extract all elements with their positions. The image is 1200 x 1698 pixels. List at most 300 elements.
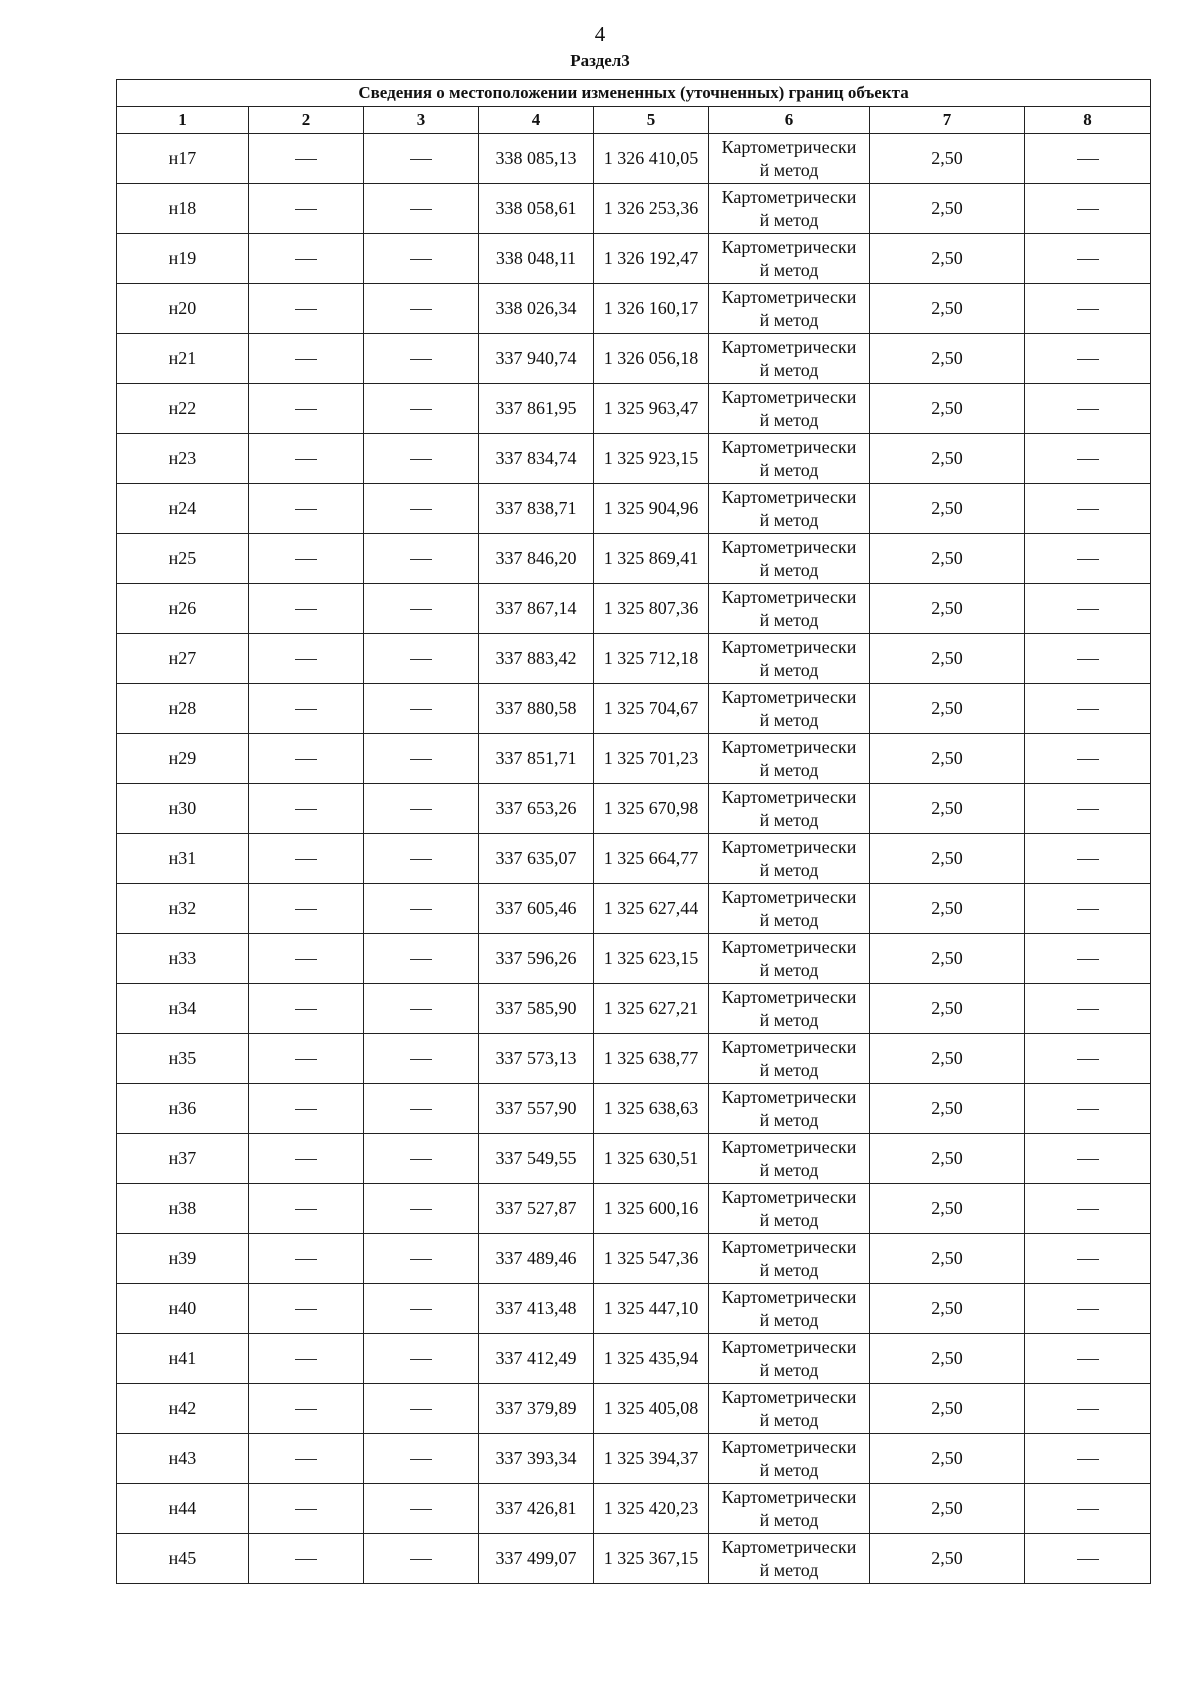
empty-value-dash [295, 859, 317, 860]
empty-value-dash [295, 1409, 317, 1410]
empty-value-dash [410, 1359, 432, 1360]
empty-value-dash [410, 609, 432, 610]
column-3-cell [364, 184, 479, 234]
y-coordinate-cell: 1 326 253,36 [594, 184, 709, 234]
x-coordinate-cell: 337 557,90 [479, 1084, 594, 1134]
method-line-2: й метод [759, 359, 819, 380]
y-coordinate-cell: 1 325 420,23 [594, 1484, 709, 1534]
method-line-2: й метод [759, 309, 819, 330]
method-cell [709, 434, 870, 484]
accuracy-cell: 2,50 [870, 984, 1025, 1034]
column-8-cell [1025, 284, 1151, 334]
method-cell [709, 684, 870, 734]
table-row [117, 1234, 1151, 1284]
table-row [117, 384, 1151, 434]
table-row [117, 1484, 1151, 1534]
page-number: 4 [594, 22, 606, 46]
table-row [117, 534, 1151, 584]
column-8-cell [1025, 634, 1151, 684]
column-number-header: 4 [479, 107, 594, 134]
table-row [117, 584, 1151, 634]
method-line-1: Картометрически [721, 636, 857, 657]
column-8-cell [1025, 184, 1151, 234]
accuracy-cell: 2,50 [870, 1034, 1025, 1084]
method-line-2: й метод [759, 459, 819, 480]
table-row [117, 484, 1151, 534]
empty-value-dash [295, 209, 317, 210]
method-line-2: й метод [759, 909, 819, 930]
column-2-cell [249, 1384, 364, 1434]
column-3-cell [364, 1334, 479, 1384]
method-cell [709, 984, 870, 1034]
accuracy-cell: 2,50 [870, 684, 1025, 734]
method-line-1: Картометрически [721, 686, 857, 707]
table-row [117, 784, 1151, 834]
column-3-cell [364, 1134, 479, 1184]
method-cell [709, 184, 870, 234]
method-line-1: Картометрически [721, 286, 857, 307]
point-id-cell: н30 [117, 784, 249, 834]
method-cell [709, 734, 870, 784]
method-cell [709, 634, 870, 684]
column-8-cell [1025, 1434, 1151, 1484]
table-row [117, 1434, 1151, 1484]
table-row [117, 1284, 1151, 1334]
empty-value-dash [1077, 859, 1099, 860]
method-cell [709, 1334, 870, 1384]
empty-value-dash [1077, 659, 1099, 660]
point-id-cell: н27 [117, 634, 249, 684]
empty-value-dash [410, 309, 432, 310]
x-coordinate-cell: 337 838,71 [479, 484, 594, 534]
empty-value-dash [1077, 709, 1099, 710]
column-number-header: 5 [594, 107, 709, 134]
empty-value-dash [1077, 1159, 1099, 1160]
empty-value-dash [295, 159, 317, 160]
empty-value-dash [410, 809, 432, 810]
point-id-cell: н42 [117, 1384, 249, 1434]
empty-value-dash [1077, 609, 1099, 610]
table-row [117, 984, 1151, 1034]
empty-value-dash [410, 159, 432, 160]
empty-value-dash [295, 909, 317, 910]
accuracy-cell: 2,50 [870, 784, 1025, 834]
method-line-2: й метод [759, 809, 819, 830]
point-id-cell: н22 [117, 384, 249, 434]
accuracy-cell: 2,50 [870, 834, 1025, 884]
empty-value-dash [410, 509, 432, 510]
column-3-cell [364, 1534, 479, 1584]
accuracy-cell: 2,50 [870, 1284, 1025, 1334]
empty-value-dash [410, 709, 432, 710]
method-line-2: й метод [759, 1059, 819, 1080]
empty-value-dash [295, 1059, 317, 1060]
x-coordinate-cell: 337 867,14 [479, 584, 594, 634]
accuracy-cell: 2,50 [870, 284, 1025, 334]
accuracy-cell: 2,50 [870, 1234, 1025, 1284]
x-coordinate-cell: 337 880,58 [479, 684, 594, 734]
y-coordinate-cell: 1 325 904,96 [594, 484, 709, 534]
accuracy-cell: 2,50 [870, 884, 1025, 934]
empty-value-dash [410, 1559, 432, 1560]
y-coordinate-cell: 1 325 627,44 [594, 884, 709, 934]
y-coordinate-cell: 1 325 807,36 [594, 584, 709, 634]
y-coordinate-cell: 1 325 923,15 [594, 434, 709, 484]
empty-value-dash [410, 1009, 432, 1010]
empty-value-dash [1077, 1259, 1099, 1260]
point-id-cell: н34 [117, 984, 249, 1034]
table-row [117, 1134, 1151, 1184]
y-coordinate-cell: 1 325 701,23 [594, 734, 709, 784]
table-body [117, 134, 1151, 1584]
column-2-cell [249, 1534, 364, 1584]
accuracy-cell: 2,50 [870, 1484, 1025, 1534]
empty-value-dash [410, 1309, 432, 1310]
x-coordinate-cell: 337 413,48 [479, 1284, 594, 1334]
empty-value-dash [295, 609, 317, 610]
column-3-cell [364, 1384, 479, 1434]
x-coordinate-cell: 337 412,49 [479, 1334, 594, 1384]
column-3-cell [364, 684, 479, 734]
column-8-cell [1025, 934, 1151, 984]
column-8-cell [1025, 1084, 1151, 1134]
y-coordinate-cell: 1 325 704,67 [594, 684, 709, 734]
empty-value-dash [1077, 759, 1099, 760]
y-coordinate-cell: 1 325 630,51 [594, 1134, 709, 1184]
table-row [117, 884, 1151, 934]
method-line-2: й метод [759, 1359, 819, 1380]
empty-value-dash [295, 1009, 317, 1010]
method-cell [709, 1484, 870, 1534]
accuracy-cell: 2,50 [870, 334, 1025, 384]
y-coordinate-cell: 1 325 638,63 [594, 1084, 709, 1134]
empty-value-dash [295, 1209, 317, 1210]
column-8-cell [1025, 1234, 1151, 1284]
point-id-cell: н37 [117, 1134, 249, 1184]
accuracy-cell: 2,50 [870, 634, 1025, 684]
empty-value-dash [295, 409, 317, 410]
column-number-header: 1 [117, 107, 249, 134]
table-row [117, 1534, 1151, 1584]
method-cell [709, 284, 870, 334]
method-line-1: Картометрически [721, 886, 857, 907]
point-id-cell: н38 [117, 1184, 249, 1234]
method-line-2: й метод [759, 1459, 819, 1480]
method-line-1: Картометрически [721, 136, 857, 157]
empty-value-dash [410, 1109, 432, 1110]
table-row [117, 1034, 1151, 1084]
method-line-2: й метод [759, 1309, 819, 1330]
method-cell [709, 1184, 870, 1234]
empty-value-dash [295, 659, 317, 660]
column-3-cell [364, 834, 479, 884]
table-row [117, 1084, 1151, 1134]
empty-value-dash [1077, 1559, 1099, 1560]
column-3-cell [364, 534, 479, 584]
y-coordinate-cell: 1 326 410,05 [594, 134, 709, 184]
method-line-2: й метод [759, 1209, 819, 1230]
column-2-cell [249, 1284, 364, 1334]
table-caption: Сведения о местоположении измененных (уточненных) границ объекта [117, 80, 1151, 107]
empty-value-dash [410, 659, 432, 660]
x-coordinate-cell: 337 499,07 [479, 1534, 594, 1584]
empty-value-dash [1077, 1359, 1099, 1360]
method-line-2: й метод [759, 509, 819, 530]
y-coordinate-cell: 1 325 447,10 [594, 1284, 709, 1334]
method-line-2: й метод [759, 209, 819, 230]
column-8-cell [1025, 884, 1151, 934]
empty-value-dash [295, 1259, 317, 1260]
column-2-cell [249, 334, 364, 384]
table-row [117, 1334, 1151, 1384]
point-id-cell: н19 [117, 234, 249, 284]
method-line-1: Картометрически [721, 1336, 857, 1357]
method-line-1: Картометрически [721, 1486, 857, 1507]
y-coordinate-cell: 1 325 623,15 [594, 934, 709, 984]
x-coordinate-cell: 337 605,46 [479, 884, 594, 934]
x-coordinate-cell: 338 058,61 [479, 184, 594, 234]
x-coordinate-cell: 337 527,87 [479, 1184, 594, 1234]
accuracy-cell: 2,50 [870, 1184, 1025, 1234]
column-number-header: 3 [364, 107, 479, 134]
column-3-cell [364, 234, 479, 284]
method-line-2: й метод [759, 1159, 819, 1180]
column-8-cell [1025, 384, 1151, 434]
column-3-cell [364, 1084, 479, 1134]
x-coordinate-cell: 337 585,90 [479, 984, 594, 1034]
empty-value-dash [410, 1459, 432, 1460]
table-row [117, 434, 1151, 484]
point-id-cell: н39 [117, 1234, 249, 1284]
point-id-cell: н41 [117, 1334, 249, 1384]
x-coordinate-cell: 337 834,74 [479, 434, 594, 484]
x-coordinate-cell: 337 861,95 [479, 384, 594, 434]
method-line-2: й метод [759, 559, 819, 580]
method-line-1: Картометрически [721, 1136, 857, 1157]
point-id-cell: н21 [117, 334, 249, 384]
column-3-cell [364, 434, 479, 484]
x-coordinate-cell: 337 846,20 [479, 534, 594, 584]
empty-value-dash [1077, 1059, 1099, 1060]
table-row [117, 734, 1151, 784]
column-number-header: 2 [249, 107, 364, 134]
column-2-cell [249, 584, 364, 634]
method-line-2: й метод [759, 1409, 819, 1430]
empty-value-dash [410, 1159, 432, 1160]
column-number-header: 8 [1025, 107, 1151, 134]
column-8-cell [1025, 584, 1151, 634]
accuracy-cell: 2,50 [870, 584, 1025, 634]
empty-value-dash [295, 309, 317, 310]
method-cell [709, 1384, 870, 1434]
column-2-cell [249, 234, 364, 284]
method-line-1: Картометрически [721, 936, 857, 957]
empty-value-dash [295, 559, 317, 560]
accuracy-cell: 2,50 [870, 1134, 1025, 1184]
method-line-2: й метод [759, 709, 819, 730]
point-id-cell: н43 [117, 1434, 249, 1484]
column-8-cell [1025, 234, 1151, 284]
column-2-cell [249, 884, 364, 934]
accuracy-cell: 2,50 [870, 1334, 1025, 1384]
y-coordinate-cell: 1 325 963,47 [594, 384, 709, 434]
accuracy-cell: 2,50 [870, 534, 1025, 584]
column-8-cell [1025, 1134, 1151, 1184]
method-cell [709, 134, 870, 184]
x-coordinate-cell: 338 026,34 [479, 284, 594, 334]
method-line-1: Картометрически [721, 836, 857, 857]
column-3-cell [364, 1184, 479, 1234]
empty-value-dash [410, 209, 432, 210]
column-3-cell [364, 1484, 479, 1534]
boundary-coordinates-table [116, 79, 1151, 1584]
column-8-cell [1025, 1184, 1151, 1234]
x-coordinate-cell: 337 393,34 [479, 1434, 594, 1484]
accuracy-cell: 2,50 [870, 734, 1025, 784]
column-number-header: 7 [870, 107, 1025, 134]
method-line-1: Картометрически [721, 586, 857, 607]
empty-value-dash [1077, 1409, 1099, 1410]
y-coordinate-cell: 1 325 405,08 [594, 1384, 709, 1434]
point-id-cell: н31 [117, 834, 249, 884]
column-3-cell [364, 1034, 479, 1084]
method-cell [709, 1034, 870, 1084]
empty-value-dash [1077, 459, 1099, 460]
method-line-1: Картометрически [721, 1086, 857, 1107]
point-id-cell: н44 [117, 1484, 249, 1534]
y-coordinate-cell: 1 326 192,47 [594, 234, 709, 284]
empty-value-dash [295, 959, 317, 960]
method-cell [709, 234, 870, 284]
accuracy-cell: 2,50 [870, 1434, 1025, 1484]
point-id-cell: н33 [117, 934, 249, 984]
column-3-cell [364, 984, 479, 1034]
x-coordinate-cell: 337 489,46 [479, 1234, 594, 1284]
y-coordinate-cell: 1 325 435,94 [594, 1334, 709, 1384]
accuracy-cell: 2,50 [870, 934, 1025, 984]
empty-value-dash [410, 359, 432, 360]
table-row [117, 234, 1151, 284]
section-title: Раздел3 [570, 51, 630, 70]
table-row [117, 934, 1151, 984]
empty-value-dash [295, 509, 317, 510]
method-line-1: Картометрически [721, 386, 857, 407]
column-8-cell [1025, 534, 1151, 584]
x-coordinate-cell: 337 940,74 [479, 334, 594, 384]
x-coordinate-cell: 338 048,11 [479, 234, 594, 284]
column-2-cell [249, 1334, 364, 1384]
accuracy-cell: 2,50 [870, 184, 1025, 234]
method-line-1: Картометрически [721, 336, 857, 357]
empty-value-dash [410, 409, 432, 410]
column-2-cell [249, 134, 364, 184]
table-row [117, 284, 1151, 334]
method-cell [709, 1284, 870, 1334]
accuracy-cell: 2,50 [870, 384, 1025, 434]
x-coordinate-cell: 337 653,26 [479, 784, 594, 834]
point-id-cell: н40 [117, 1284, 249, 1334]
method-line-2: й метод [759, 859, 819, 880]
column-3-cell [364, 284, 479, 334]
empty-value-dash [410, 759, 432, 760]
column-number-header: 6 [709, 107, 870, 134]
y-coordinate-cell: 1 326 160,17 [594, 284, 709, 334]
column-3-cell [364, 334, 479, 384]
method-line-2: й метод [759, 759, 819, 780]
method-line-1: Картометрически [721, 436, 857, 457]
y-coordinate-cell: 1 325 394,37 [594, 1434, 709, 1484]
column-2-cell [249, 934, 364, 984]
table-row [117, 184, 1151, 234]
method-cell [709, 1534, 870, 1584]
x-coordinate-cell: 337 883,42 [479, 634, 594, 684]
empty-value-dash [410, 909, 432, 910]
table-row [117, 834, 1151, 884]
y-coordinate-cell: 1 325 712,18 [594, 634, 709, 684]
empty-value-dash [295, 1509, 317, 1510]
empty-value-dash [410, 459, 432, 460]
column-3-cell [364, 884, 479, 934]
empty-value-dash [410, 259, 432, 260]
method-line-1: Картометрически [721, 236, 857, 257]
column-2-cell [249, 284, 364, 334]
empty-value-dash [1077, 1109, 1099, 1110]
empty-value-dash [1077, 1509, 1099, 1510]
table-row [117, 634, 1151, 684]
empty-value-dash [1077, 409, 1099, 410]
column-3-cell [364, 584, 479, 634]
method-line-1: Картометрически [721, 986, 857, 1007]
y-coordinate-cell: 1 326 056,18 [594, 334, 709, 384]
method-cell [709, 1134, 870, 1184]
point-id-cell: н36 [117, 1084, 249, 1134]
empty-value-dash [295, 709, 317, 710]
empty-value-dash [295, 459, 317, 460]
column-8-cell [1025, 134, 1151, 184]
column-8-cell [1025, 684, 1151, 734]
column-8-cell [1025, 784, 1151, 834]
empty-value-dash [1077, 509, 1099, 510]
method-line-2: й метод [759, 609, 819, 630]
empty-value-dash [295, 809, 317, 810]
method-line-2: й метод [759, 1509, 819, 1530]
method-cell [709, 934, 870, 984]
method-cell [709, 384, 870, 434]
method-line-2: й метод [759, 1559, 819, 1580]
method-line-1: Картометрически [721, 1036, 857, 1057]
point-id-cell: н45 [117, 1534, 249, 1584]
method-cell [709, 1084, 870, 1134]
accuracy-cell: 2,50 [870, 1084, 1025, 1134]
column-2-cell [249, 1184, 364, 1234]
method-line-1: Картометрически [721, 486, 857, 507]
column-2-cell [249, 634, 364, 684]
point-id-cell: н32 [117, 884, 249, 934]
method-cell [709, 884, 870, 934]
accuracy-cell: 2,50 [870, 134, 1025, 184]
empty-value-dash [1077, 1009, 1099, 1010]
empty-value-dash [295, 259, 317, 260]
x-coordinate-cell: 337 635,07 [479, 834, 594, 884]
column-8-cell [1025, 1284, 1151, 1334]
column-8-cell [1025, 1384, 1151, 1434]
column-number-row [117, 107, 1151, 134]
column-3-cell [364, 934, 479, 984]
empty-value-dash [1077, 959, 1099, 960]
column-8-cell [1025, 1034, 1151, 1084]
column-2-cell [249, 1434, 364, 1484]
method-line-2: й метод [759, 159, 819, 180]
